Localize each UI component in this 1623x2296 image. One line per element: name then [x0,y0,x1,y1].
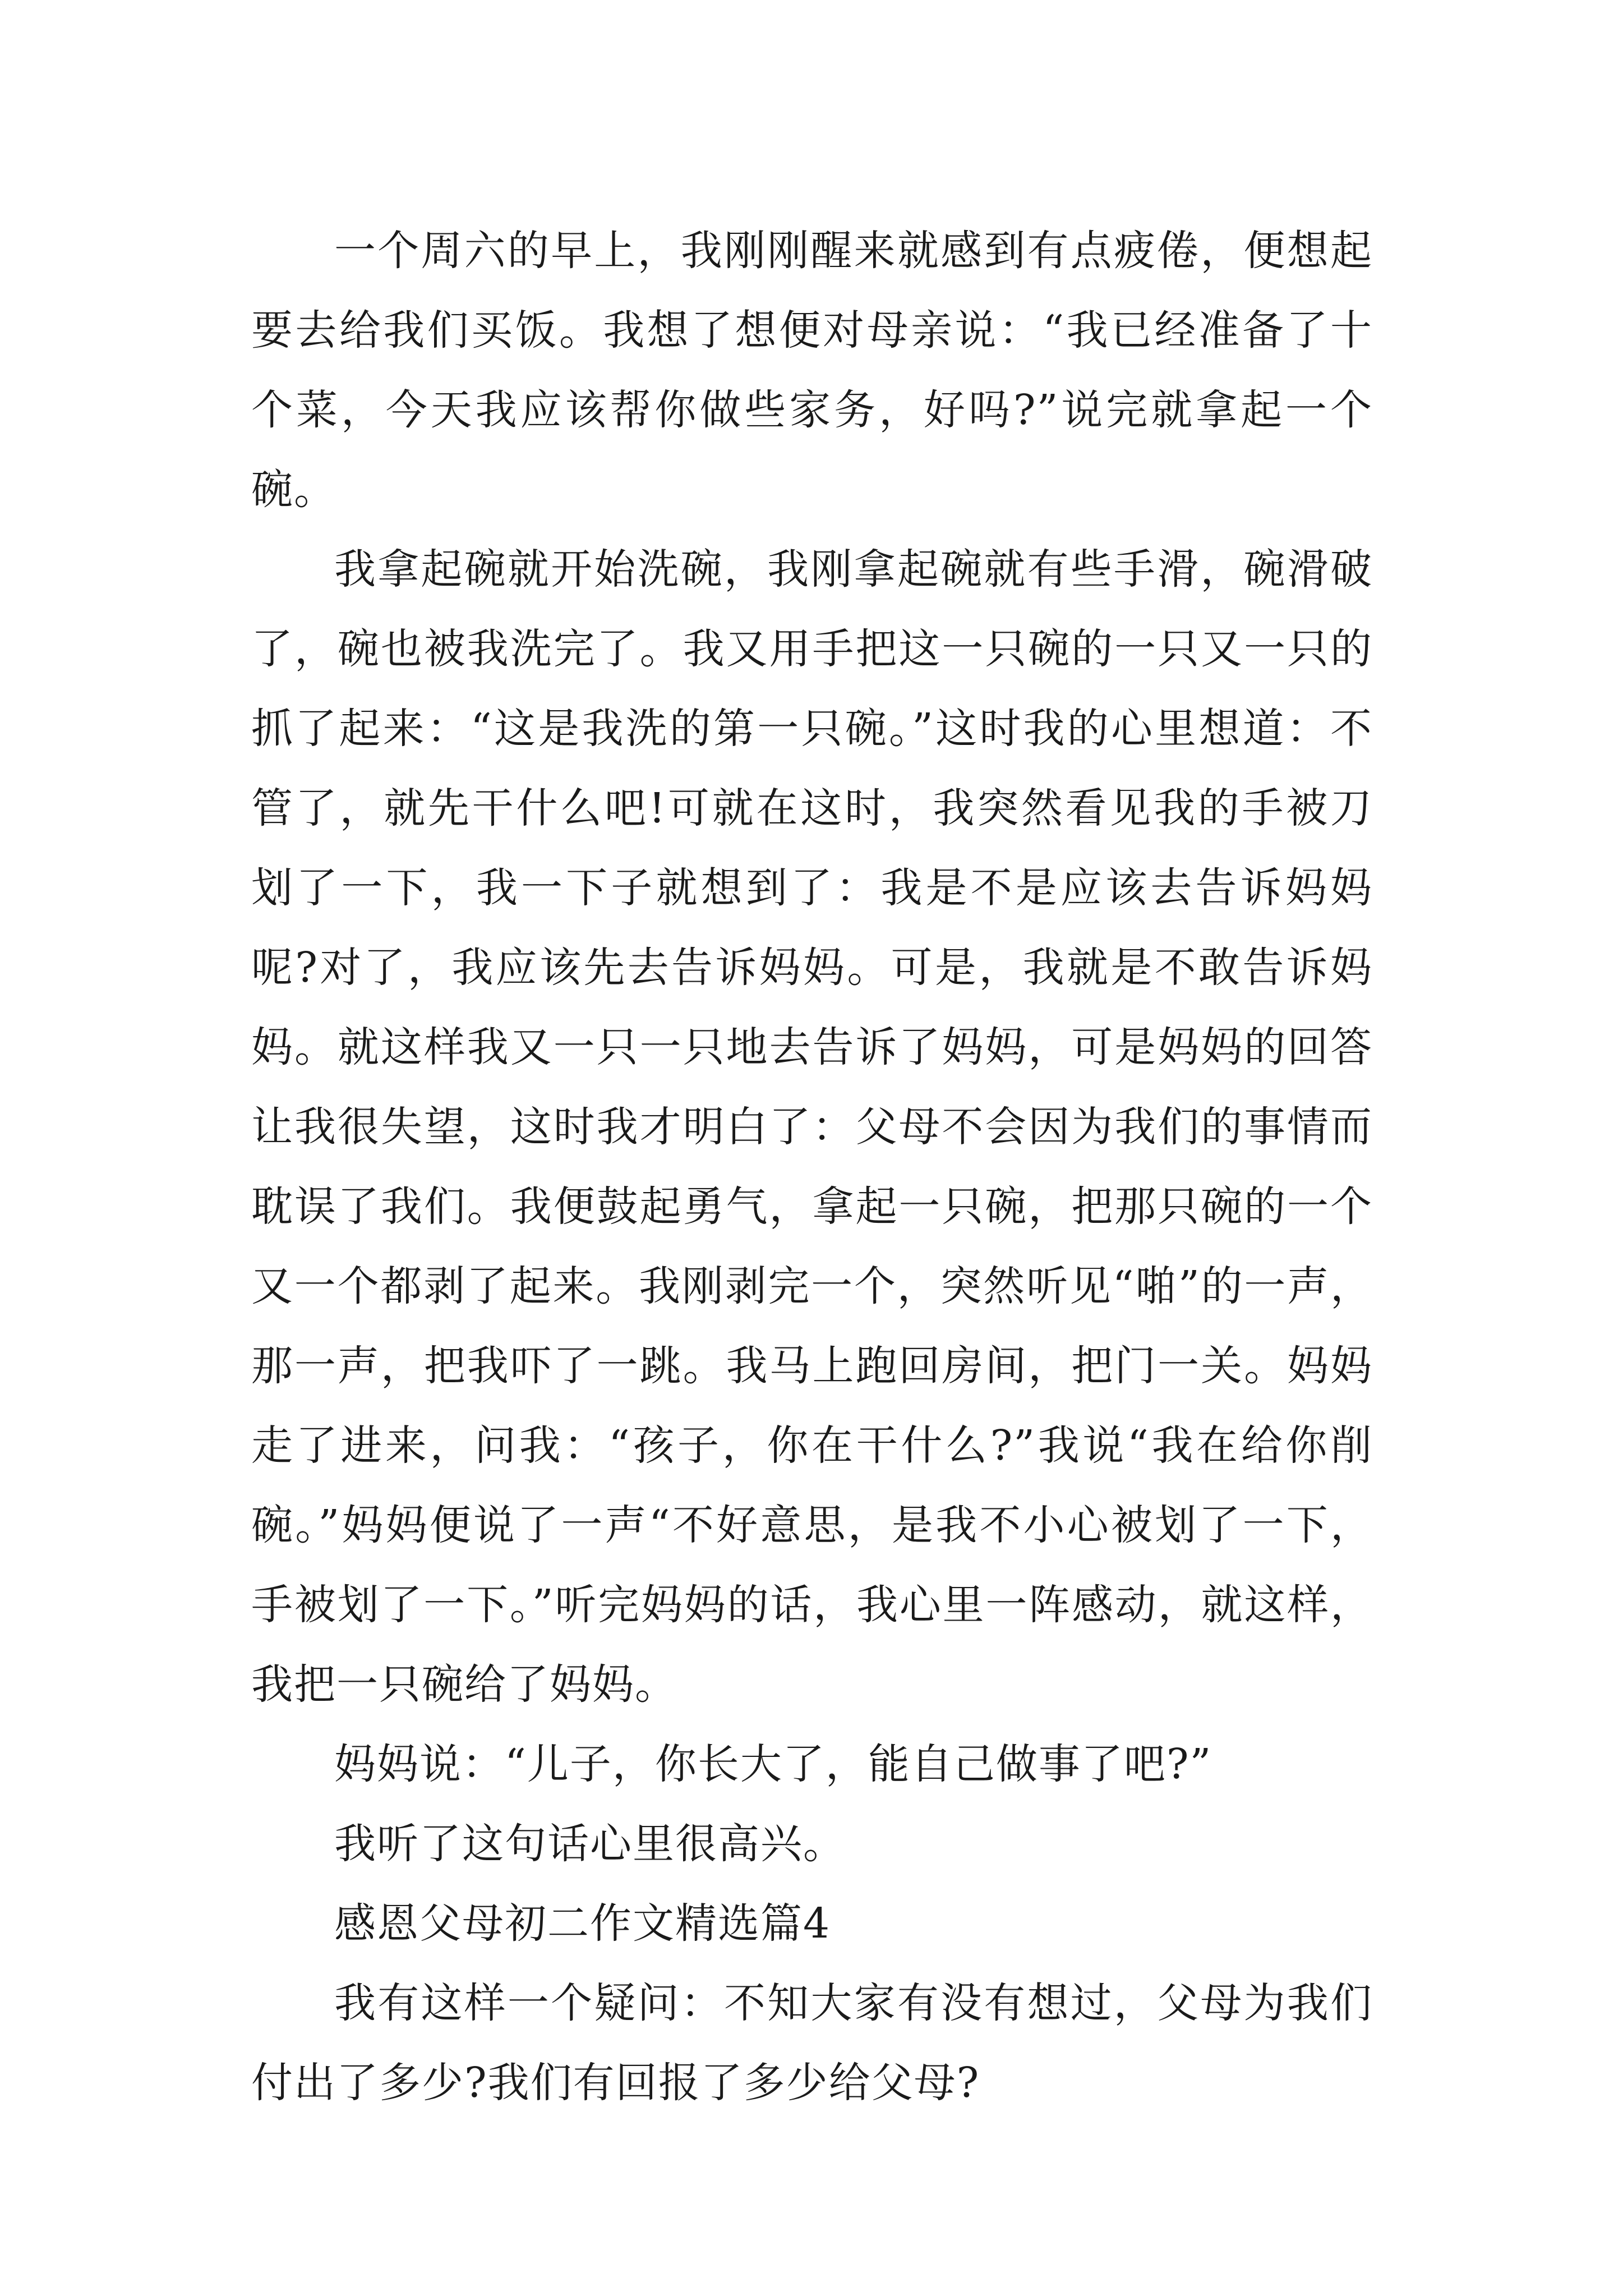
paragraph: 妈妈说：“儿子，你长大了，能自己做事了吧?” [334,1740,1212,1788]
section-heading: 感恩父母初二作文精选篇4 [334,1899,831,1948]
paragraph: 我有这样一个疑问：不知大家有没有想过，父母为我们付出了多少?我们有回报了多少给父母? [251,1979,1373,2107]
paragraph: 我拿起碗就开始洗碗，我刚拿起碗就有些手滑，碗滑破了，碗也被我洗完了。我又用手把这一只碗的一只又一只的抓了起来：“这是我洗的第一只碗。”这时我的心里想道：不管了，就先干什么吧!可就在这时，我突然看见我的手被刀划了一下，我一下子就想到了：我是不是应该去告诉妈妈呢?对了，我应该先去告诉妈妈。可是，我就是不敢告诉妈妈。就这样我又一只一只地去告诉了妈妈，可是妈妈的回答让我很失望，这时我才明白了：父母不会因为我们的事情而耽误了我们。我便鼓起勇气，拿起一只碗，把那只碗的一个又一个都剥了起来。我刚剥完一个，突然听见“啪”的一声，那一声，把我吓了一跳。我马上跑回房间，把门一关。妈妈走了进来，问我：“孩子，你在干什么?”我说“我在给你削碗。”妈妈便说了一声“不好意思，是我不小心被划了一下，手被划了一下。”听完妈妈的话，我心里一阵感动，就这样，我把一只碗给了妈妈。 [251,545,1373,1709]
paragraph: 一个周六的早上，我刚刚醒来就感到有点疲倦，便想起要去给我们买饭。我想了想便对母亲说：“我已经准备了十个菜，今天我应该帮你做些家务，好吗?”说完就拿起一个碗。 [251,227,1373,514]
paragraph: 我听了这句话心里很高兴。 [334,1820,846,1868]
document-body [251,211,1373,2123]
